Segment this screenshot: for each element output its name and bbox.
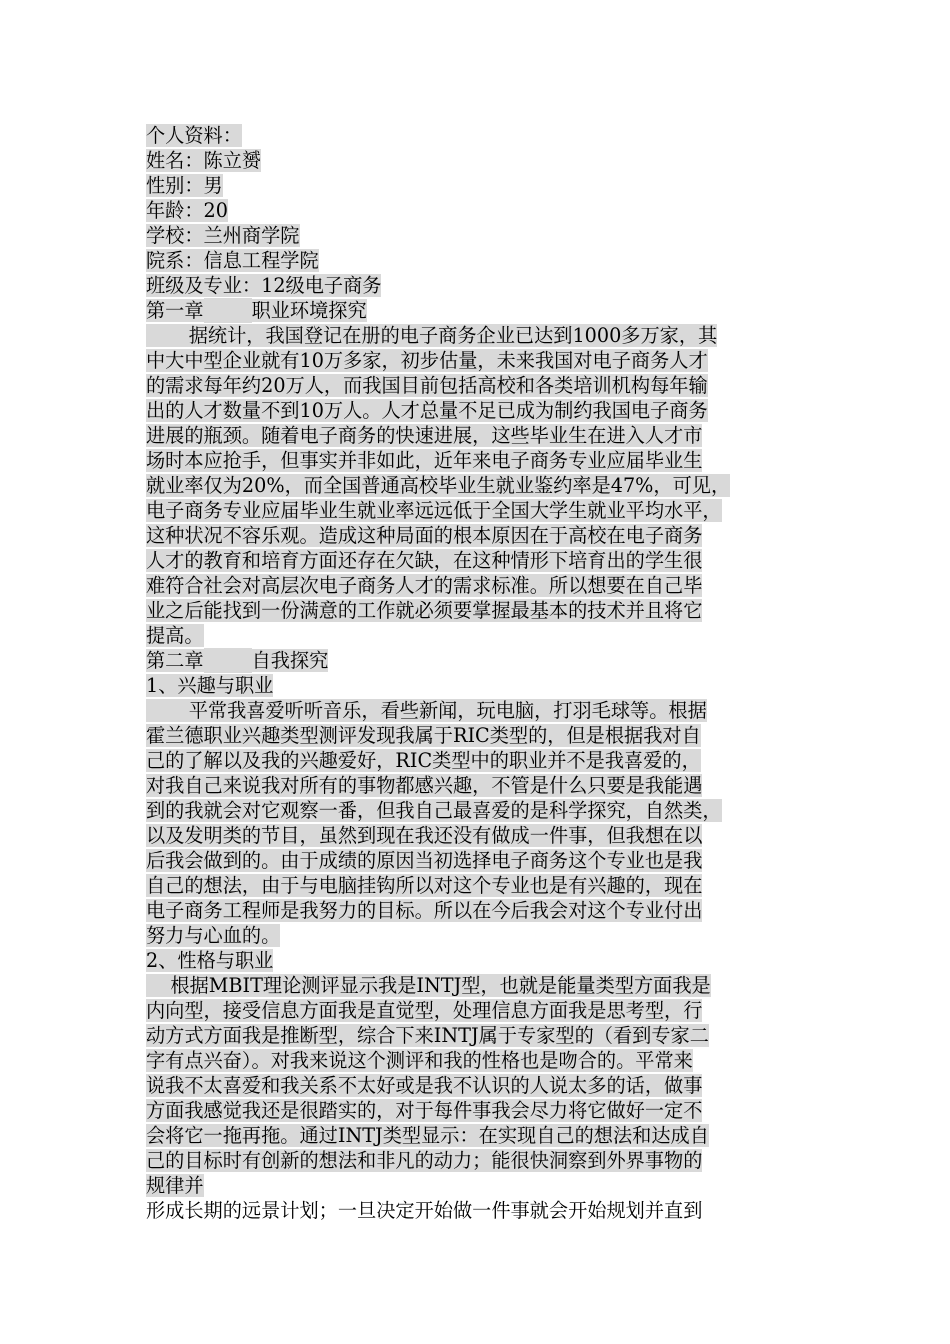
paragraph-line — [146, 848, 808, 873]
chapter1-text: 进展的瓶颈。随着电子商务的快速进展，这些毕业生在进入人才市 — [146, 424, 703, 447]
profile-class-major: 班级及专业：12级电子商务 — [146, 274, 382, 297]
section1-text: 平常我喜爱听听音乐，看些新闻，玩电脑，打羽毛球等。根据 — [188, 699, 707, 722]
chapter1-text: 的需求每年约20万人，而我国目前包括高校和各类培训机构每年输 — [146, 374, 708, 397]
paragraph-line — [146, 498, 808, 523]
paragraph-line — [146, 348, 808, 373]
chapter2-heading-gap — [204, 648, 252, 673]
document-page — [146, 123, 808, 1223]
section1-text: 后我会做到的。由于成绩的原因当初选择电子商务这个专业也是我 — [146, 849, 703, 872]
paragraph-line — [146, 448, 808, 473]
chapter2-heading — [146, 648, 808, 673]
chapter1-text: 出的人才数量不到10万人。人才总量不足已成为制约我国电子商务 — [146, 399, 708, 422]
paragraph-line — [146, 923, 808, 948]
profile-gender: 性别：男 — [146, 174, 223, 197]
profile-class-major-line — [146, 273, 808, 298]
paragraph-line — [146, 1048, 808, 1073]
paragraph-line — [146, 823, 808, 848]
chapter1-text: 场时本应抢手，但事实并非如此，近年来电子商务专业应届毕业生 — [146, 449, 703, 472]
paragraph-line — [146, 1123, 808, 1148]
section2-text: 形成长期的远景计划；一旦决定开始做一件事就会开始规划并直到 — [146, 1199, 703, 1222]
section1-text: 努力与心血的。 — [146, 924, 281, 947]
paragraph-line — [146, 798, 808, 823]
paragraph-line — [146, 1073, 808, 1098]
chapter1-text: 就业率仅为20%，而全国普通高校毕业生就业鉴约率是47%，可见， — [146, 474, 731, 497]
section2-text: 己的目标时有创新的想法和非凡的动力；能很快洞察到外界事物的 — [146, 1149, 703, 1172]
paragraph-line — [146, 623, 808, 648]
section2-text: 根据MBIT理论测评显示我是INTJ型，也就是能量类型方面我是 — [170, 974, 711, 997]
profile-school: 学校：兰州商学院 — [146, 224, 300, 247]
chapter1-heading — [146, 298, 808, 323]
paragraph-line — [146, 898, 808, 923]
paragraph-line — [146, 748, 808, 773]
paragraph-line — [146, 473, 808, 498]
section2-text: 规律并 — [146, 1174, 204, 1197]
paragraph-line — [146, 548, 808, 573]
paragraph-line — [146, 723, 808, 748]
paragraph-line — [146, 773, 808, 798]
paragraph-line — [146, 1098, 808, 1123]
profile-age-line — [146, 198, 808, 223]
section2-text: 动方式方面我是推断型，综合下来INTJ属于专家型的（看到专家二 — [146, 1024, 709, 1047]
section1-text: 以及发明类的节目，虽然到现在我还没有做成一件事，但我想在以 — [146, 824, 703, 847]
section2-text: 会将它一拖再拖。通过INTJ类型显示：在实现自己的想法和达成自 — [146, 1124, 709, 1147]
section1-heading: 1、兴趣与职业 — [146, 674, 274, 697]
chapter1-text: 人才的教育和培育方面还存在欠缺，在这种情形下培育出的学生很 — [146, 549, 703, 572]
paragraph-line — [146, 423, 808, 448]
paragraph-line — [146, 573, 808, 598]
paragraph-line — [146, 973, 808, 998]
paragraph-line — [146, 1023, 808, 1048]
chapter1-number: 第一章 — [146, 299, 204, 322]
profile-name: 姓名：陈立赟 — [146, 149, 262, 172]
section2-text: 方面我感觉我还是很踏实的，对于每件事我会尽力将它做好一定不 — [146, 1099, 703, 1122]
section2-text: 说我不太喜爱和我关系不太好或是我不认识的人说太多的话，做事 — [146, 1074, 703, 1097]
paragraph-line — [146, 373, 808, 398]
paragraph-line — [146, 598, 808, 623]
profile-department: 院系：信息工程学院 — [146, 249, 319, 272]
profile-heading: 个人资料： — [146, 124, 242, 147]
chapter1-text: 难符合社会对高层次电子商务人才的需求标准。所以想要在自己毕 — [146, 574, 703, 597]
paragraph-line — [146, 698, 808, 723]
section1-text: 自己的想法，由于与电脑挂钩所以对这个专业也是有兴趣的，现在 — [146, 874, 703, 897]
paragraph-line — [146, 1198, 808, 1223]
chapter1-text: 中大中型企业就有10万多家，初步估量，未来我国对电子商务人才 — [146, 349, 708, 372]
chapter1-heading-gap — [204, 298, 252, 323]
chapter2-title: 自我探究 — [251, 649, 329, 672]
paragraph-line — [146, 398, 808, 423]
section1-heading-line — [146, 673, 808, 698]
profile-school-line — [146, 223, 808, 248]
section1-text: 对我自己来说我对所有的事物都感兴趣，不管是什么只要是我能遇 — [146, 774, 703, 797]
section2-text: 内向型，接受信息方面我是直觉型，处理信息方面我是思考型，行 — [146, 999, 703, 1022]
profile-gender-line — [146, 173, 808, 198]
chapter1-text: 电子商务专业应届毕业生就业率远远低于全国大学生就业平均水平， — [146, 499, 722, 522]
chapter1-text: 据统计，我国登记在册的电子商务企业已达到1000多万家，其 — [188, 324, 718, 347]
paragraph-line — [146, 1148, 808, 1173]
paragraph-line — [146, 323, 808, 348]
profile-department-line — [146, 248, 808, 273]
chapter2-number: 第二章 — [146, 649, 204, 672]
profile-name-line — [146, 148, 808, 173]
section2-text: 字有点兴奋）。对我来说这个测评和我的性格也是吻合的。平常来 — [146, 1049, 693, 1072]
paragraph-line — [146, 1173, 808, 1198]
paragraph-line — [146, 523, 808, 548]
profile-age: 年龄：20 — [146, 199, 228, 222]
section1-text: 到的我就会对它观察一番，但我自己最喜爱的是科学探究，自然类， — [146, 799, 722, 822]
chapter1-title: 职业环境探究 — [251, 299, 367, 322]
section2-heading: 2、性格与职业 — [146, 949, 274, 972]
chapter1-text: 提高。 — [146, 624, 204, 647]
paragraph-line — [146, 873, 808, 898]
section2-heading-line — [146, 948, 808, 973]
section1-text: 霍兰德职业兴趣类型测评发现我属于RIC类型的，但是根据我对自 — [146, 724, 701, 747]
section1-text: 电子商务工程师是我努力的目标。所以在今后我会对这个专业付出 — [146, 899, 703, 922]
chapter1-text: 业之后能找到一份满意的工作就必须要掌握最基本的技术并且将它 — [146, 599, 703, 622]
chapter1-text: 这种状况不容乐观。造成这种局面的根本原因在于高校在电子商务 — [146, 524, 703, 547]
section1-text: 己的了解以及我的兴趣爱好，RIC类型中的职业并不是我喜爱的， — [146, 749, 701, 772]
paragraph-line — [146, 998, 808, 1023]
profile-heading-line — [146, 123, 808, 148]
